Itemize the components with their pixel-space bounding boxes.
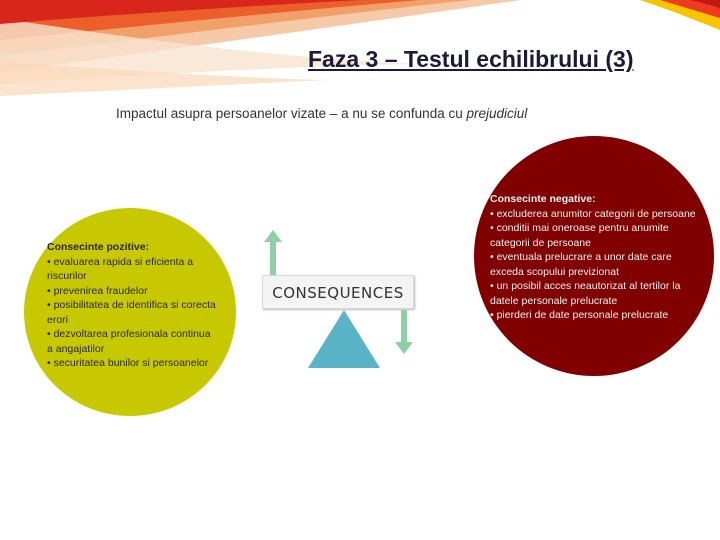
positive-consequences-text [47,240,217,371]
negative-item: • conditii mai oneroase pentru anumite categorii de persoane [490,222,669,249]
positive-item: • securitatea bunilor si persoanelor [47,357,209,369]
negative-item: • excluderea anumitor categorii de persoane [490,207,696,220]
negative-item: • un posibil acces neautorizat al tertilor la datele personale prelucrate [490,280,681,307]
positive-item: • posibilitatea de identifica si corecta erori [47,299,216,326]
subtitle-emphasis: prejudiciul [466,106,528,121]
positive-item: • evaluarea rapida si eficienta a riscurilor [47,255,194,282]
positive-item: • dezvoltarea profesionala continua a angajatilor [47,328,211,355]
positive-item: • prevenirea fraudelor [47,284,148,297]
slide-title: Faza 3 – Testul echilibrului (3) [308,46,634,72]
negative-item: • pierderi de date personale prelucrate [490,309,669,321]
negative-heading: Consecinte negative: [490,193,596,205]
negative-item: • eventuala prelucrare a unor date care exceda scopului previzionat [490,251,672,278]
arrow-down-icon [395,310,413,354]
slide-subtitle [116,106,676,121]
consequences-label: CONSEQUENCES [262,275,414,309]
negative-consequences-text [490,192,702,323]
triangle-fulcrum-icon [308,310,380,368]
subtitle-text: Impactul asupra persoanelor vizate – a nu se confunda cu [116,106,467,121]
arrow-up-icon [264,230,282,276]
positive-heading: Consecinte pozitive: [47,241,150,253]
